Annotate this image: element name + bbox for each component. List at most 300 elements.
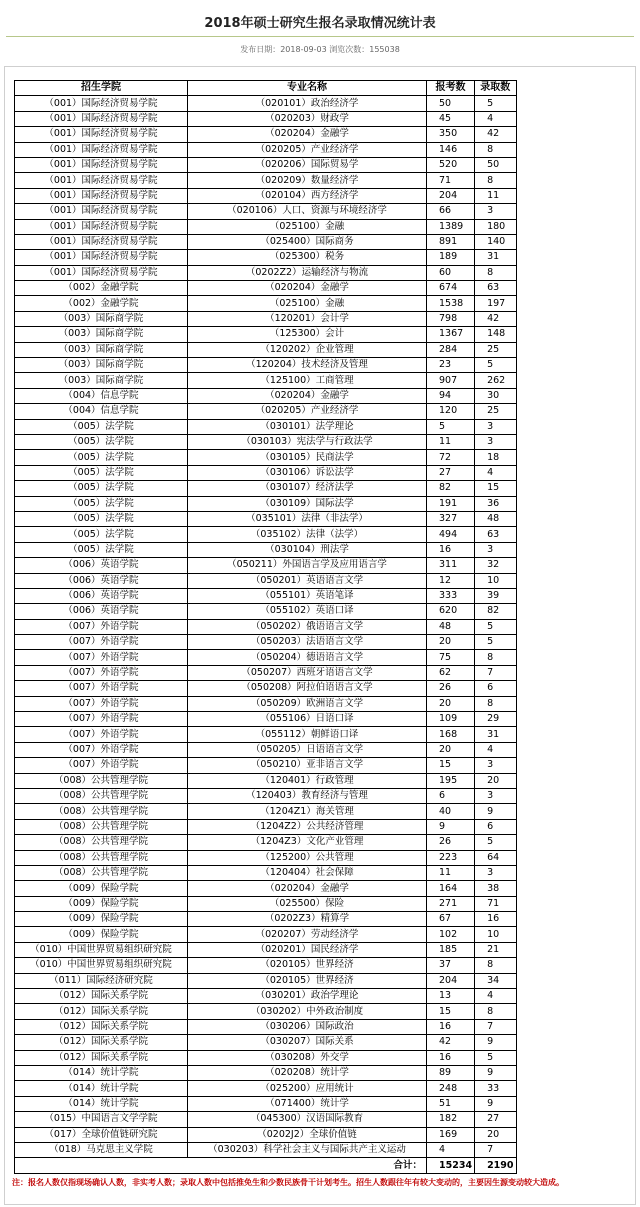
college-cell: （008）公共管理学院 (15, 819, 188, 834)
college-cell: （004）信息学院 (15, 404, 188, 419)
table-row (15, 989, 517, 1004)
admitted-count: 5 (475, 96, 516, 111)
admitted-count: 27 (475, 1112, 516, 1127)
table-row (15, 558, 517, 573)
applied-count: 182 (427, 1112, 475, 1127)
applied-count: 15 (427, 758, 475, 773)
admitted-count: 8 (475, 958, 516, 973)
major-cell: （030207）国际关系 (188, 1035, 427, 1050)
table-row (15, 388, 517, 403)
college-cell: （006）英语学院 (15, 604, 188, 619)
college-cell: （009）保险学院 (15, 927, 188, 942)
footnote: 注：报名人数仅指现场确认人数，非实考人数；录取人数中包括推免生和少数民族骨干计划考生。招生人数跟往年有较大变动的，主要因生源变动较大造成。 (12, 1178, 564, 1187)
applied-count: 16 (427, 542, 475, 557)
applied-count: 248 (427, 1081, 475, 1096)
table-row (15, 742, 517, 757)
applied-count: 71 (427, 173, 475, 188)
college-cell: （005）法学院 (15, 511, 188, 526)
college-cell: （008）公共管理学院 (15, 773, 188, 788)
college-cell: （014）统计学院 (15, 1096, 188, 1111)
major-cell: （020203）财政学 (188, 111, 427, 126)
applied-count: 60 (427, 265, 475, 280)
applied-count: 109 (427, 712, 475, 727)
admitted-count: 36 (475, 496, 516, 511)
applied-count: 5 (427, 419, 475, 434)
admitted-count: 16 (475, 912, 516, 927)
applied-count: 82 (427, 481, 475, 496)
college-cell: （001）国际经济贸易学院 (15, 127, 188, 142)
major-cell: （020207）劳动经济学 (188, 927, 427, 942)
admitted-count: 63 (475, 281, 516, 296)
table-row (15, 573, 517, 588)
major-cell: （020205）产业经济学 (188, 142, 427, 157)
major-cell: （030202）中外政治制度 (188, 1004, 427, 1019)
major-cell: （030203）科学社会主义与国际共产主义运动 (188, 1142, 427, 1157)
table-row (15, 188, 517, 203)
admitted-count: 18 (475, 450, 516, 465)
college-cell: （014）统计学院 (15, 1066, 188, 1081)
major-cell: （125300）会计 (188, 327, 427, 342)
major-cell: （020204）金融学 (188, 388, 427, 403)
admitted-count: 5 (475, 635, 516, 650)
major-cell: （025300）税务 (188, 250, 427, 265)
table-row (15, 942, 517, 957)
applied-count: 164 (427, 881, 475, 896)
applied-count: 45 (427, 111, 475, 126)
table-row (15, 265, 517, 280)
applied-count: 674 (427, 281, 475, 296)
table-row (15, 358, 517, 373)
college-cell: （014）统计学院 (15, 1081, 188, 1096)
college-cell: （012）国际关系学院 (15, 1050, 188, 1065)
table-row (15, 450, 517, 465)
college-cell: （007）外语学院 (15, 665, 188, 680)
applied-count: 20 (427, 696, 475, 711)
table-row (15, 1004, 517, 1019)
college-cell: （009）保险学院 (15, 881, 188, 896)
table-row (15, 127, 517, 142)
applied-count: 11 (427, 434, 475, 449)
admitted-count: 5 (475, 1050, 516, 1065)
major-cell: （020204）金融学 (188, 881, 427, 896)
table-row (15, 234, 517, 249)
admitted-count: 32 (475, 558, 516, 573)
major-cell: （025400）国际商务 (188, 234, 427, 249)
applied-count: 185 (427, 942, 475, 957)
college-cell: （004）信息学院 (15, 388, 188, 403)
major-cell: （020106）人口、资源与环境经济学 (188, 204, 427, 219)
table-row (15, 958, 517, 973)
applied-count: 333 (427, 588, 475, 603)
college-cell: （012）国际关系学院 (15, 1004, 188, 1019)
applied-count: 891 (427, 234, 475, 249)
major-cell: （1204Z2）公共经济管理 (188, 819, 427, 834)
admitted-count: 11 (475, 188, 516, 203)
admitted-count: 8 (475, 1004, 516, 1019)
college-cell: （001）国际经济贸易学院 (15, 204, 188, 219)
major-cell: （055106）日语口译 (188, 712, 427, 727)
major-cell: （050205）日语语言文学 (188, 742, 427, 757)
admitted-count: 197 (475, 296, 516, 311)
applied-count: 120 (427, 404, 475, 419)
college-cell: （018）马克思主义学院 (15, 1142, 188, 1157)
table-row (15, 850, 517, 865)
applied-count: 15 (427, 1004, 475, 1019)
views-label: 浏览次数： (329, 45, 370, 54)
college-cell: （001）国际经济贸易学院 (15, 234, 188, 249)
applied-count: 1389 (427, 219, 475, 234)
table-row (15, 604, 517, 619)
major-cell: （020208）统计学 (188, 1066, 427, 1081)
college-cell: （001）国际经济贸易学院 (15, 96, 188, 111)
major-cell: （120401）行政管理 (188, 773, 427, 788)
major-cell: （0202Z2）运输经济与物流 (188, 265, 427, 280)
admitted-count: 31 (475, 727, 516, 742)
applied-count: 9 (427, 819, 475, 834)
major-cell: （030103）宪法学与行政法学 (188, 434, 427, 449)
applied-count: 1367 (427, 327, 475, 342)
admitted-count: 4 (475, 742, 516, 757)
admitted-count: 3 (475, 419, 516, 434)
admitted-count: 20 (475, 773, 516, 788)
table-row (15, 342, 517, 357)
admitted-count: 8 (475, 265, 516, 280)
applied-count: 620 (427, 604, 475, 619)
college-cell: （008）公共管理学院 (15, 804, 188, 819)
table-row (15, 419, 517, 434)
table-row (15, 204, 517, 219)
major-cell: （030208）外交学 (188, 1050, 427, 1065)
applied-count: 1538 (427, 296, 475, 311)
admitted-count: 262 (475, 373, 516, 388)
admitted-count: 140 (475, 234, 516, 249)
major-cell: （030104）刑法学 (188, 542, 427, 557)
admitted-count: 33 (475, 1081, 516, 1096)
applied-count: 26 (427, 835, 475, 850)
applied-count: 191 (427, 496, 475, 511)
table-row (15, 881, 517, 896)
table-row (15, 712, 517, 727)
college-cell: （005）法学院 (15, 434, 188, 449)
admitted-count: 48 (475, 511, 516, 526)
table-row (15, 373, 517, 388)
table-row (15, 1142, 517, 1157)
college-cell: （005）法学院 (15, 465, 188, 480)
college-cell: （007）外语学院 (15, 712, 188, 727)
table-row (15, 281, 517, 296)
major-cell: （020104）西方经济学 (188, 188, 427, 203)
table-row (15, 111, 517, 126)
admitted-count: 8 (475, 173, 516, 188)
college-cell: （007）外语学院 (15, 758, 188, 773)
major-cell: （055102）英语口译 (188, 604, 427, 619)
admitted-count: 38 (475, 881, 516, 896)
applied-count: 94 (427, 388, 475, 403)
table-row (15, 434, 517, 449)
table-row (15, 1112, 517, 1127)
applied-count: 89 (427, 1066, 475, 1081)
major-cell: （045300）汉语国际教育 (188, 1112, 427, 1127)
admitted-count: 5 (475, 358, 516, 373)
major-cell: （055101）英语笔译 (188, 588, 427, 603)
table-row (15, 1035, 517, 1050)
table-row (15, 1096, 517, 1111)
college-cell: （001）国际经济贸易学院 (15, 250, 188, 265)
applied-count: 50 (427, 96, 475, 111)
table-row (15, 896, 517, 911)
applied-count: 20 (427, 742, 475, 757)
applied-count: 12 (427, 573, 475, 588)
applied-count: 195 (427, 773, 475, 788)
college-cell: （002）金融学院 (15, 296, 188, 311)
table-row (15, 758, 517, 773)
college-cell: （007）外语学院 (15, 742, 188, 757)
college-cell: （007）外语学院 (15, 696, 188, 711)
major-cell: （030109）国际法学 (188, 496, 427, 511)
applied-count: 520 (427, 157, 475, 172)
major-cell: （030107）经济法学 (188, 481, 427, 496)
publish-date: 2018-09-03 (280, 45, 327, 54)
college-cell: （003）国际商学院 (15, 311, 188, 326)
college-cell: （015）中国语言文学学院 (15, 1112, 188, 1127)
applied-count: 284 (427, 342, 475, 357)
admitted-count: 5 (475, 835, 516, 850)
applied-count: 146 (427, 142, 475, 157)
college-cell: （003）国际商学院 (15, 373, 188, 388)
applied-count: 72 (427, 450, 475, 465)
college-cell: （017）全球价值链研究院 (15, 1127, 188, 1142)
table-row (15, 327, 517, 342)
table-row (15, 404, 517, 419)
admitted-count: 3 (475, 788, 516, 803)
applied-count: 37 (427, 958, 475, 973)
admission-stats-table (14, 80, 517, 1174)
applied-count: 350 (427, 127, 475, 142)
major-cell: （050204）德语语言文学 (188, 650, 427, 665)
college-cell: （012）国际关系学院 (15, 989, 188, 1004)
table-row (15, 157, 517, 172)
publish-date-label: 发布日期： (240, 45, 281, 54)
applied-count: 204 (427, 188, 475, 203)
admitted-count: 63 (475, 527, 516, 542)
admitted-count: 8 (475, 142, 516, 157)
table-row (15, 804, 517, 819)
major-cell: （120202）企业管理 (188, 342, 427, 357)
applied-count: 62 (427, 665, 475, 680)
major-cell: （050210）亚非语言文学 (188, 758, 427, 773)
major-cell: （035102）法律（法学） (188, 527, 427, 542)
major-cell: （020205）产业经济学 (188, 404, 427, 419)
table-row (15, 1081, 517, 1096)
admitted-count: 9 (475, 1096, 516, 1111)
applied-count: 798 (427, 311, 475, 326)
college-cell: （005）法学院 (15, 419, 188, 434)
admitted-count: 3 (475, 434, 516, 449)
admitted-count: 31 (475, 250, 516, 265)
college-cell: （006）英语学院 (15, 573, 188, 588)
college-cell: （001）国际经济贸易学院 (15, 157, 188, 172)
admitted-count: 82 (475, 604, 516, 619)
major-cell: （025100）金融 (188, 219, 427, 234)
college-cell: （007）外语学院 (15, 681, 188, 696)
college-cell: （007）外语学院 (15, 619, 188, 634)
admitted-count: 6 (475, 819, 516, 834)
college-cell: （001）国际经济贸易学院 (15, 173, 188, 188)
table-row (15, 773, 517, 788)
major-cell: （050211）外国语言学及应用语言学 (188, 558, 427, 573)
major-cell: （125100）工商管理 (188, 373, 427, 388)
applied-count: 40 (427, 804, 475, 819)
major-cell: （030201）政治学理论 (188, 989, 427, 1004)
table-row (15, 588, 517, 603)
major-cell: （020204）金融学 (188, 127, 427, 142)
admitted-count: 6 (475, 681, 516, 696)
admitted-count: 29 (475, 712, 516, 727)
major-cell: （050208）阿拉伯语语言文学 (188, 681, 427, 696)
table-row (15, 650, 517, 665)
applied-count: 4 (427, 1142, 475, 1157)
college-cell: （010）中国世界贸易组织研究院 (15, 958, 188, 973)
major-cell: （020105）世界经济 (188, 958, 427, 973)
admitted-count: 20 (475, 1127, 516, 1142)
table-body (15, 96, 517, 1158)
total-label: 合计： (15, 1158, 427, 1173)
college-cell: （007）外语学院 (15, 635, 188, 650)
applied-count: 16 (427, 1019, 475, 1034)
major-cell: （1204Z1）海关管理 (188, 804, 427, 819)
major-cell: （035101）法律（非法学） (188, 511, 427, 526)
admitted-count: 30 (475, 388, 516, 403)
applied-count: 16 (427, 1050, 475, 1065)
applied-count: 23 (427, 358, 475, 373)
table-row (15, 481, 517, 496)
admitted-count: 4 (475, 989, 516, 1004)
admitted-count: 148 (475, 327, 516, 342)
college-cell: （001）国际经济贸易学院 (15, 219, 188, 234)
college-cell: （012）国际关系学院 (15, 1035, 188, 1050)
applied-count: 204 (427, 973, 475, 988)
college-cell: （002）金融学院 (15, 281, 188, 296)
admitted-count: 42 (475, 127, 516, 142)
applied-count: 907 (427, 373, 475, 388)
admitted-count: 3 (475, 865, 516, 880)
table-row (15, 727, 517, 742)
major-cell: （030105）民商法学 (188, 450, 427, 465)
table-row (15, 527, 517, 542)
major-cell: （0202Z3）精算学 (188, 912, 427, 927)
admitted-count: 34 (475, 973, 516, 988)
admitted-count: 25 (475, 404, 516, 419)
table-row (15, 1066, 517, 1081)
college-cell: （001）国际经济贸易学院 (15, 188, 188, 203)
applied-count: 27 (427, 465, 475, 480)
college-cell: （006）英语学院 (15, 588, 188, 603)
admitted-count: 8 (475, 696, 516, 711)
title-divider (6, 36, 634, 37)
major-cell: （020201）国民经济学 (188, 942, 427, 957)
college-cell: （008）公共管理学院 (15, 835, 188, 850)
applied-count: 223 (427, 850, 475, 865)
major-cell: （020101）政治经济学 (188, 96, 427, 111)
major-cell: （030206）国际政治 (188, 1019, 427, 1034)
admitted-count: 7 (475, 1019, 516, 1034)
views-count: 155038 (369, 45, 400, 54)
college-cell: （008）公共管理学院 (15, 865, 188, 880)
admitted-count: 39 (475, 588, 516, 603)
admitted-count: 50 (475, 157, 516, 172)
college-cell: （008）公共管理学院 (15, 850, 188, 865)
major-cell: （030106）诉讼法学 (188, 465, 427, 480)
applied-count: 11 (427, 865, 475, 880)
college-cell: （001）国际经济贸易学院 (15, 111, 188, 126)
college-cell: （009）保险学院 (15, 896, 188, 911)
table-row (15, 142, 517, 157)
major-cell: （071400）统计学 (188, 1096, 427, 1111)
college-cell: （007）外语学院 (15, 650, 188, 665)
table-row (15, 1019, 517, 1034)
header-major: 专业名称 (188, 81, 427, 96)
applied-count: 327 (427, 511, 475, 526)
table-row (15, 96, 517, 111)
admitted-count: 7 (475, 665, 516, 680)
admitted-count: 8 (475, 650, 516, 665)
college-cell: （009）保险学院 (15, 912, 188, 927)
major-cell: （050207）西班牙语语言文学 (188, 665, 427, 680)
college-cell: （003）国际商学院 (15, 358, 188, 373)
table-row (15, 696, 517, 711)
table-row (15, 927, 517, 942)
applied-count: 51 (427, 1096, 475, 1111)
applied-count: 26 (427, 681, 475, 696)
applied-count: 189 (427, 250, 475, 265)
table-row (15, 973, 517, 988)
table-row (15, 311, 517, 326)
major-cell: （120403）教育经济与管理 (188, 788, 427, 803)
major-cell: （120201）会计学 (188, 311, 427, 326)
table-row (15, 173, 517, 188)
table-row (15, 250, 517, 265)
applied-count: 169 (427, 1127, 475, 1142)
applied-count: 20 (427, 635, 475, 650)
applied-count: 67 (427, 912, 475, 927)
table-row (15, 912, 517, 927)
college-cell: （005）法学院 (15, 496, 188, 511)
admitted-count: 5 (475, 619, 516, 634)
publish-meta (0, 44, 640, 55)
admitted-count: 180 (475, 219, 516, 234)
header-applied: 报考数 (427, 81, 475, 96)
table-row (15, 665, 517, 680)
college-cell: （005）法学院 (15, 527, 188, 542)
admitted-count: 3 (475, 204, 516, 219)
admitted-count: 3 (475, 758, 516, 773)
major-cell: （055112）朝鲜语口译 (188, 727, 427, 742)
page-header (0, 0, 640, 64)
college-cell: （005）法学院 (15, 481, 188, 496)
table-row (15, 681, 517, 696)
major-cell: （050209）欧洲语言文学 (188, 696, 427, 711)
table-row (15, 1127, 517, 1142)
table-row (15, 819, 517, 834)
admitted-count: 71 (475, 896, 516, 911)
college-cell: （006）英语学院 (15, 558, 188, 573)
major-cell: （025100）金融 (188, 296, 427, 311)
table-row (15, 835, 517, 850)
college-cell: （010）中国世界贸易组织研究院 (15, 942, 188, 957)
table-row (15, 219, 517, 234)
college-cell: （005）法学院 (15, 542, 188, 557)
table-row (15, 619, 517, 634)
